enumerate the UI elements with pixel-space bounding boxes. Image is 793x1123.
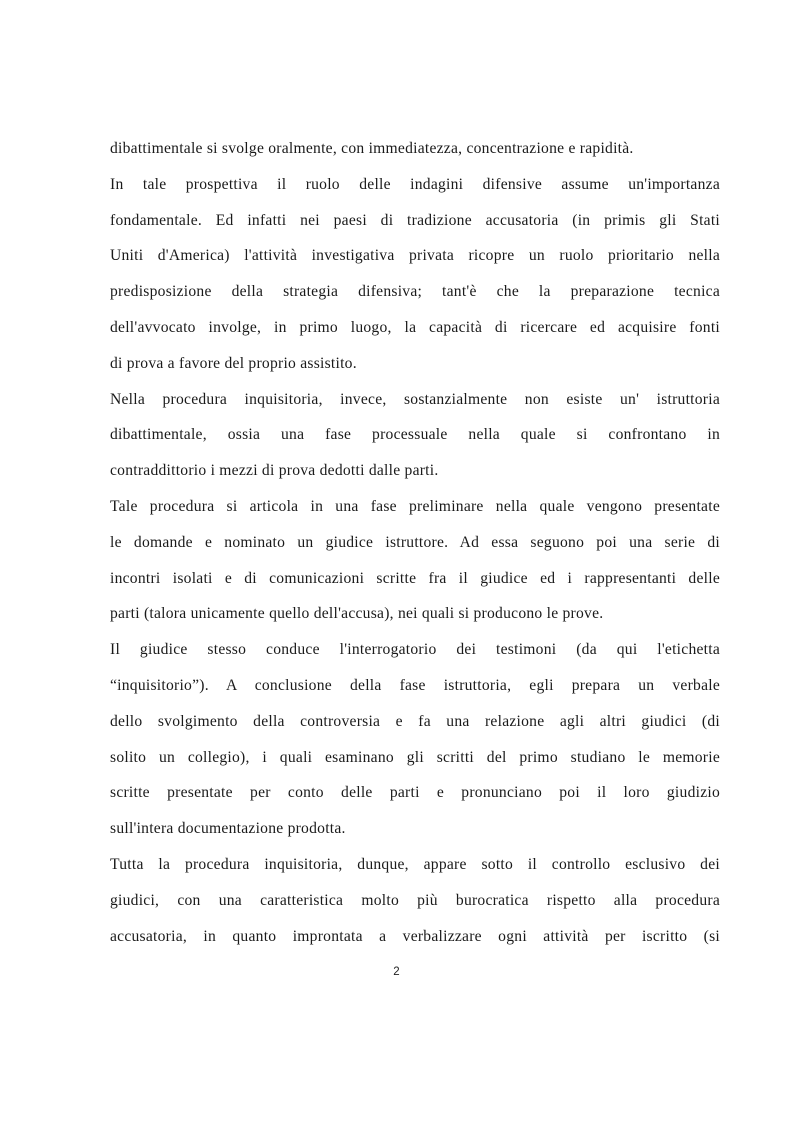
- text-line: dello svolgimento della controversia e fa una relazione agli altri giudici (di: [110, 712, 720, 730]
- text-line: contraddittorio i mezzi di prova dedotti dalle parti.: [110, 462, 439, 480]
- text-line: di prova a favore del proprio assistito.: [110, 354, 357, 372]
- text-line: fondamentale. Ed infatti nei paesi di tradizione accusatoria (in primis gli Stati: [110, 211, 720, 229]
- text-line: sull'intera documentazione prodotta.: [110, 820, 346, 838]
- text-line: In tale prospettiva il ruolo delle indagini difensive assume un'importanza: [110, 175, 720, 193]
- text-line: dibattimentale si svolge oralmente, con immediatezza, concentrazione e rapidità.: [110, 140, 634, 157]
- page-number: 2: [393, 966, 400, 978]
- text-line: le domande e nominato un giudice istruttore. Ad essa seguono poi una serie di: [110, 533, 720, 551]
- text-line: dell'avvocato involge, in primo luogo, la capacità di ricercare ed acquisire fonti: [110, 318, 720, 336]
- text-line: Uniti d'America) l'attività investigativa privata ricopre un ruolo prioritario nella: [110, 247, 720, 265]
- text-line: scritte presentate per conto delle parti e pronunciano poi il loro giudizio: [110, 784, 720, 802]
- text-line: Nella procedura inquisitoria, invece, sostanzialmente non esiste un' istruttoria: [110, 390, 720, 408]
- text-line: giudici, con una caratteristica molto più burocratica rispetto alla procedura: [110, 891, 720, 909]
- text-line: Tale procedura si articola in una fase preliminare nella quale vengono presentate: [110, 497, 720, 515]
- text-line: dibattimentale, ossia una fase processuale nella quale si confrontano in: [110, 426, 720, 444]
- text-line: Tutta la procedura inquisitoria, dunque, appare sotto il controllo esclusivo dei: [110, 855, 720, 873]
- body-text: [110, 134, 720, 957]
- text-line: solito un collegio), i quali esaminano gli scritti del primo studiano le memorie: [110, 748, 720, 766]
- text-line: “inquisitorio”). A conclusione della fase istruttoria, egli prepara un verbale: [110, 676, 720, 694]
- text-line: Il giudice stesso conduce l'interrogatorio dei testimoni (da qui l'etichetta: [110, 641, 720, 659]
- text-line: accusatoria, in quanto improntata a verbalizzare ogni attività per iscritto (si: [110, 927, 720, 945]
- text-line: parti (talora unicamente quello dell'accusa), nei quali si producono le prove.: [110, 605, 604, 623]
- text-line: incontri isolati e di comunicazioni scritte fra il giudice ed i rappresentanti delle: [110, 569, 720, 587]
- text-line: predisposizione della strategia difensiva; tant'è che la preparazione tecnica: [110, 283, 720, 301]
